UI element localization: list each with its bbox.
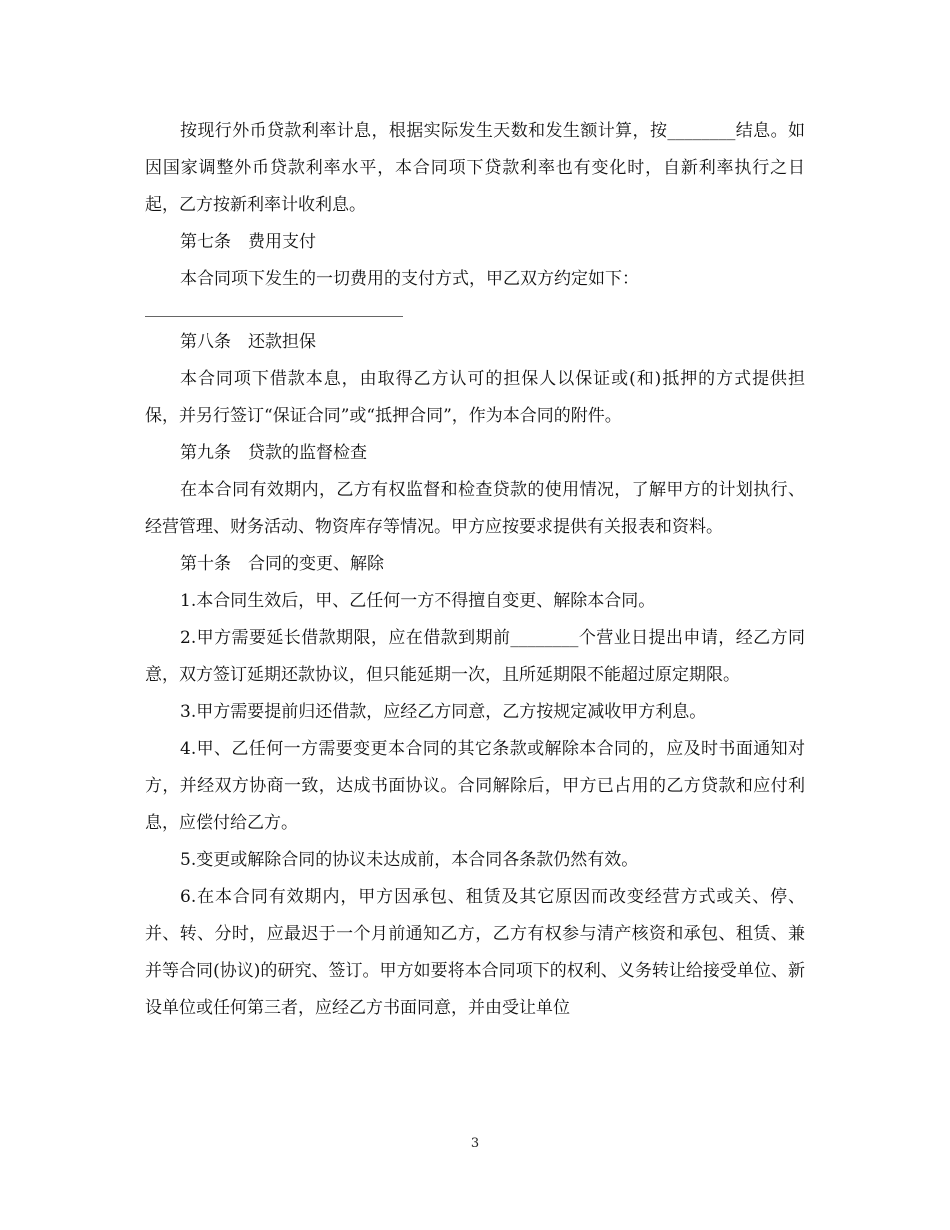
clause-item-4: 4.甲、乙任何一方需要变更本合同的其它条款或解除本合同的，应及时书面通知对方，并经双方协商一致，达成书面协议。合同解除后，甲方已占用的乙方贷款和应付利息，应偿付给乙方。 xyxy=(145,739,805,833)
clause-item-2: 2.甲方需要延长借款期限，应在借款到期前________个营业日提出申请，经乙方同意，双方签订延期还款协议，但只能延期一次，且所延期限不能超过原定期限。 xyxy=(145,628,805,685)
article-8-heading: 第八条 还款担保 xyxy=(180,332,316,352)
article-7-heading: 第七条 费用支付 xyxy=(180,232,316,252)
article-10-heading: 第十条 合同的变更、解除 xyxy=(180,554,384,574)
fees-paragraph: 本合同项下发生的一切费用的支付方式，甲乙双方约定如下： xyxy=(180,269,639,289)
interest-paragraph: 按现行外币贷款利率计息，根据实际发生天数和发生额计算，按________结息。如因国家调整外币贷款利率水平，本合同项下贷款利率也有变化时，自新利率执行之日起，乙方按新利率计收利息。 xyxy=(145,121,805,215)
article-9-heading: 第九条 贷款的监督检查 xyxy=(180,443,367,463)
clause-item-1: 1.本合同生效后，甲、乙任何一方不得擅自变更、解除本合同。 xyxy=(180,591,656,611)
clause-item-5: 5.变更或解除合同的协议未达成前，本合同各条款仍然有效。 xyxy=(180,850,639,870)
clause-item-3: 3.甲方需要提前归还借款，应经乙方同意，乙方按规定减收甲方利息。 xyxy=(180,702,707,722)
fill-in-blank-line xyxy=(145,316,403,317)
page-number: 3 xyxy=(470,1136,480,1151)
supervision-paragraph: 在本合同有效期内，乙方有权监督和检查贷款的使用情况，了解甲方的计划执行、经营管理、财务活动、物资库存等情况。甲方应按要求提供有关报表和资料。 xyxy=(145,480,805,537)
guarantee-paragraph: 本合同项下借款本息，由取得乙方认可的担保人以保证或(和)抵押的方式提供担保，并另行签订“保证合同”或“抵押合同”，作为本合同的附件。 xyxy=(145,369,805,426)
document-body xyxy=(145,113,805,1027)
clause-item-6: 6.在本合同有效期内，甲方因承包、租赁及其它原因而改变经营方式或关、停、并、转、分时，应最迟于一个月前通知乙方，乙方有权参与清产核资和承包、租赁、兼并等合同(协议)的研究、签订。甲方如要将本合同项下的权利、义务转让给接受单位、新设单位或任何第三者，应经乙方书面同意，并由受让单位 xyxy=(145,887,805,1018)
